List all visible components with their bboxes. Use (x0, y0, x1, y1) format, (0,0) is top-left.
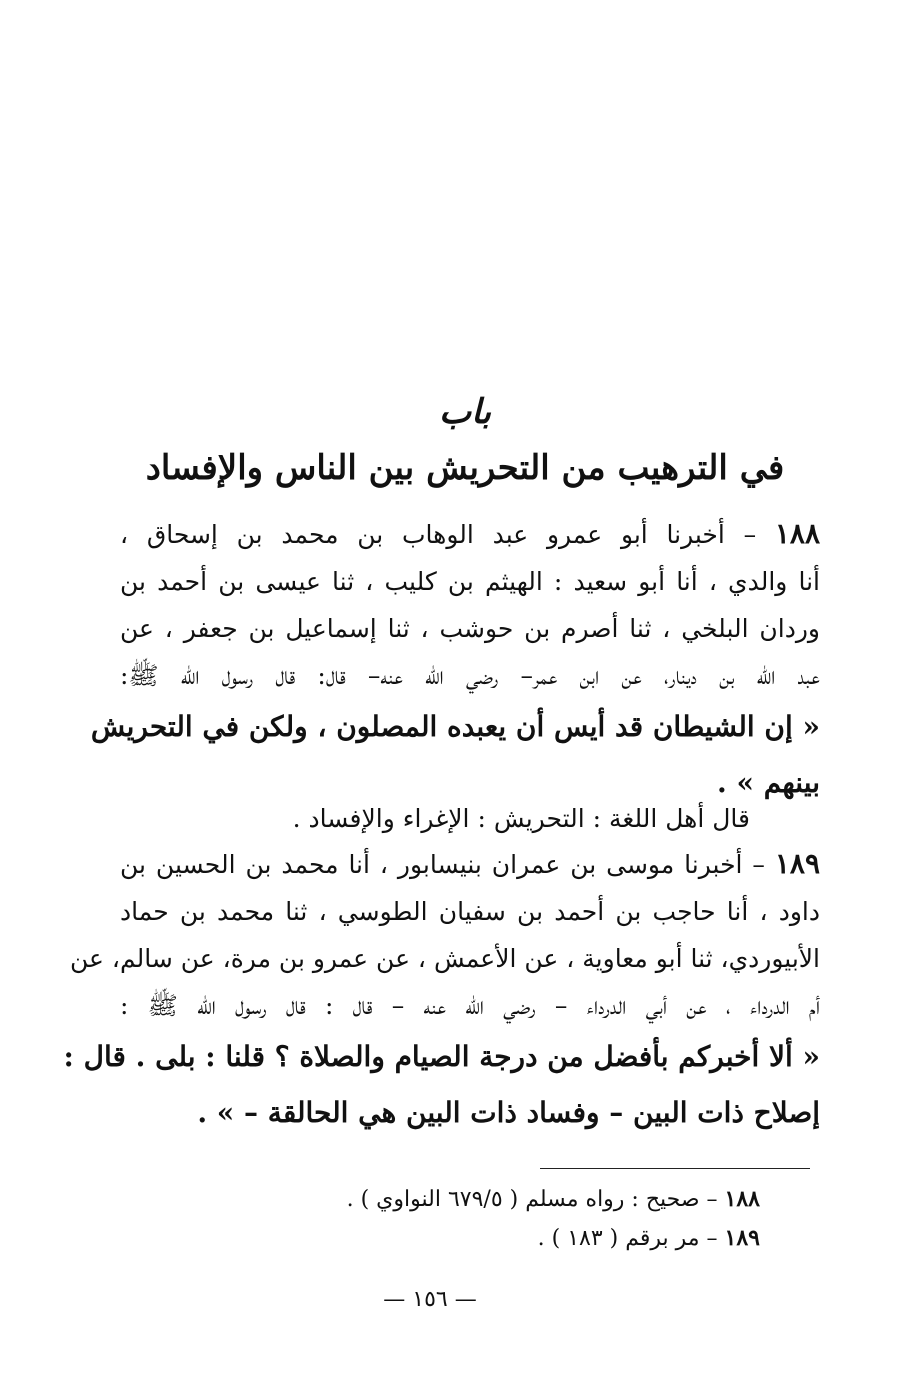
hadith-188-line-3: وردان البلخي ، ثنا أصرم بن حوشب ، ثنا إسماعيل بن جعفر ، عن (120, 614, 820, 643)
footnote-divider (540, 1168, 810, 1169)
hadith-188-matn-1: « إن الشيطان قد أيس أن يعبده المصلون ، ولكن في التحريش (90, 710, 820, 743)
hadith-188 (90, 510, 820, 811)
footnote-189-number: ١٨٩ (724, 1225, 760, 1251)
chapter-title: في الترهيب من التحريش بين الناس والإفساد (145, 448, 785, 488)
hadith-188-line-1 (120, 510, 820, 558)
lexical-note-text: قال أهل اللغة : التحريش : الإغراء والإفساد . (292, 804, 750, 833)
hadith-189-line-2: داود ، أنا حاجب بن أحمد بن سفيان الطوسي ، ثنا محمد بن حماد (120, 897, 820, 926)
footnote-188-number: ١٨٨ (724, 1186, 760, 1212)
page-number: — ١٥٦ — (383, 1287, 477, 1312)
lexical-note (120, 795, 820, 842)
footnote-189-text: – مر برقم ( ١٨٣ ) . (537, 1226, 718, 1251)
chapter-label: باب (439, 392, 491, 432)
hadith-189-matn-1: « ألا أخبركم بأفضل من درجة الصيام والصلاة ؟ قلنا : بلى . قال : (63, 1040, 820, 1073)
footnote-188-text: – صحيح : رواه مسلم ( ٦٧٩/٥ النواوي ) . (346, 1187, 718, 1212)
hadith-189-number: ١٨٩ (774, 847, 821, 880)
hadith-189-line-3: الأبيوردي، ثنا أبو معاوية ، عن الأعمش ، عن عمرو بن مرة، عن سالم، عن (70, 944, 820, 973)
hadith-189-matn-2: إصلاح ذات البين – وفساد ذات البين هي الحالقة – » . (197, 1096, 820, 1129)
hadith-189-line-1 (120, 840, 820, 888)
hadith-189-line-4: أم الدرداء ، عن أبي الدرداء – رضي الله عنه – قال : قال رسول الله ﷺ : (120, 991, 820, 1020)
hadith-189 (63, 840, 821, 1141)
hadith-188-number: ١٨٨ (774, 517, 820, 550)
hadith-188-line-2: أنا والدي ، أنا أبو سعيد : الهيثم بن كليب ، ثنا عيسى بن أحمد بن (120, 567, 820, 596)
footnotes (300, 1180, 760, 1258)
hadith-188-matn-2: بينهم » . (717, 766, 820, 799)
footnote-188 (300, 1180, 760, 1219)
hadith-189-isnad-1: – أخبرنا موسى بن عمران بنيسابور ، أنا محمد بن الحسين بن (120, 850, 765, 879)
hadith-188-line-4: عبد الله بن دينار، عن ابن عمر– رضي الله عنه– قال: قال رسول الله ﷺ: (120, 661, 820, 690)
footnote-189 (300, 1219, 760, 1258)
hadith-188-isnad-1: – أخبرنا أبو عمرو عبد الوهاب بن محمد بن إسحاق ، (120, 520, 757, 549)
